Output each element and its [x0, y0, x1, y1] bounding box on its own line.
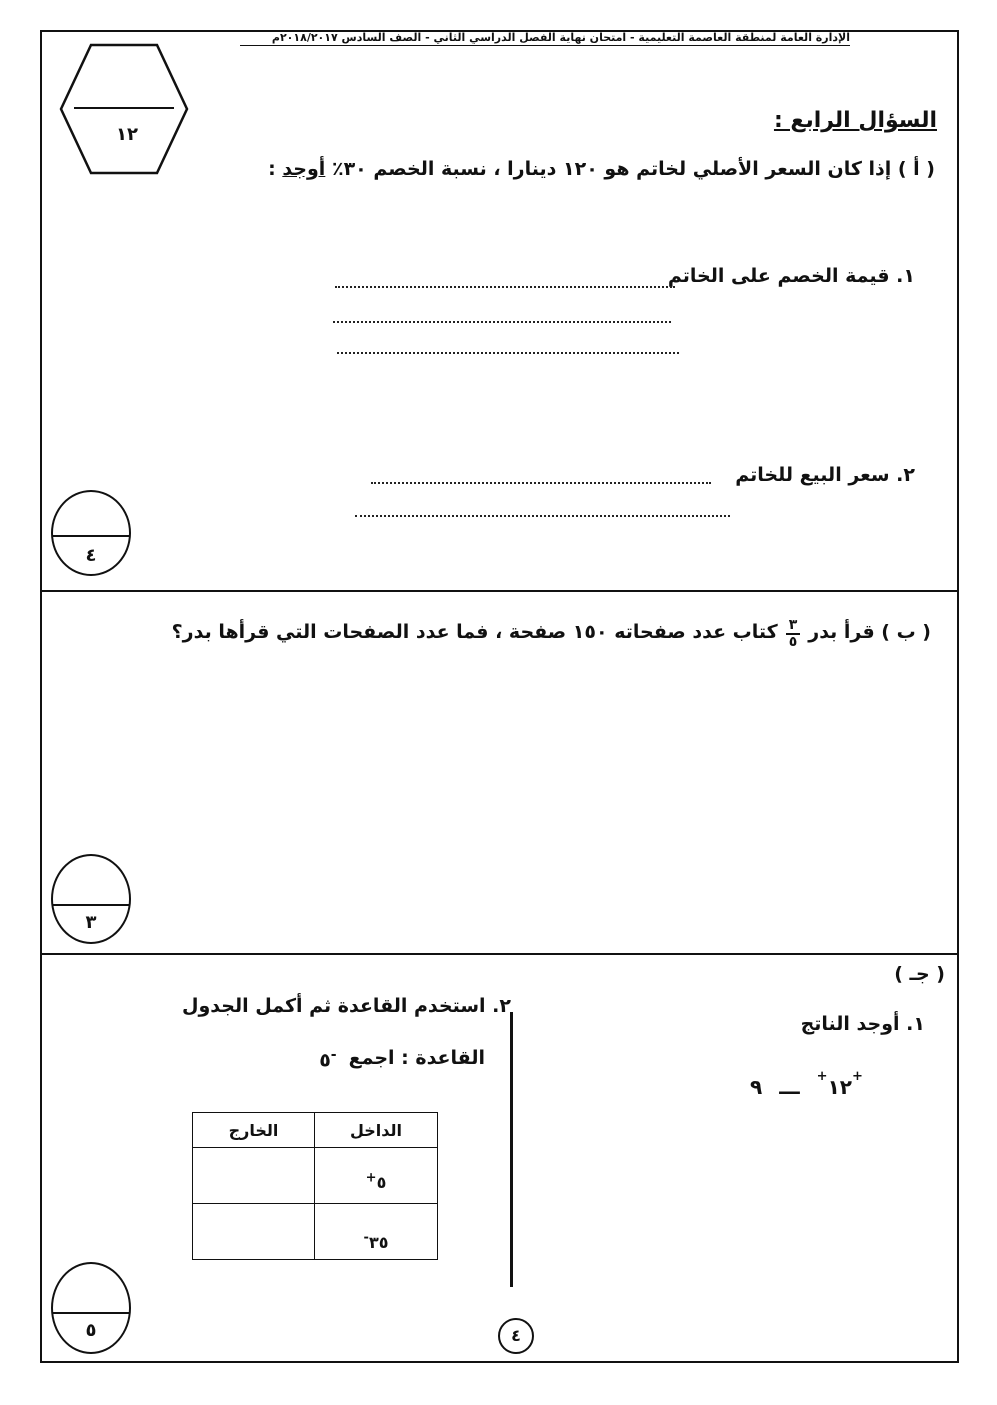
answer-line[interactable] — [333, 321, 671, 323]
part-c-label: ( جـ ) — [894, 963, 945, 985]
table-row — [193, 1148, 438, 1204]
answer-line[interactable] — [355, 515, 730, 517]
part-a-mark: ٤ — [85, 545, 97, 566]
table-header-output: الخارج — [193, 1113, 315, 1148]
score-divider — [52, 1312, 130, 1314]
rule-text: القاعدة : اجمع -٥ — [319, 1047, 485, 1072]
score-divider — [52, 904, 130, 906]
fraction: ٣ ٥ — [786, 618, 801, 650]
part-c-mark: ٥ — [85, 1320, 97, 1341]
table-cell-input: ٣٥- — [315, 1204, 438, 1260]
question-title: السؤال الرابع : — [773, 108, 937, 133]
table-cell-input: ٥+ — [315, 1148, 438, 1204]
section-divider-a-b — [40, 590, 959, 592]
answer-line[interactable] — [371, 482, 711, 484]
io-table — [192, 1112, 438, 1260]
section-divider-b-c — [40, 953, 959, 955]
part-c-item2: ٢. استخدم القاعدة ثم أكمل الجدول — [182, 995, 511, 1017]
part-a-prompt: ( أ ) إذا كان السعر الأصلي لخاتم هو ١٢٠ دينارا ، نسبة الخصم ٣٠٪ أوجد : — [268, 158, 935, 180]
table-cell-output[interactable] — [193, 1204, 315, 1260]
score-divider — [53, 535, 129, 537]
part-a-item1: ١. قيمة الخصم على الخاتم — [667, 265, 915, 287]
answer-line[interactable] — [335, 286, 675, 288]
exam-frame — [40, 30, 959, 1363]
table-header-row — [193, 1113, 438, 1148]
part-b-prompt: ( ب ) قرأ بدر ٣ ٥ كتاب عدد صفحاته ١٥٠ صفحة ، فما عدد الصفحات التي قرأها بدر؟ — [171, 617, 931, 650]
page-number: ٤ — [498, 1318, 534, 1354]
part-c-vertical-divider — [510, 1012, 513, 1287]
part-a-item2: ٢. سعر البيع للخاتم — [735, 464, 915, 486]
table-header-input: الداخل — [315, 1113, 438, 1148]
total-mark-hexagon — [58, 42, 190, 176]
total-mark-value: ١٢ — [116, 124, 138, 145]
part-c-item1: ١. أوجد الناتج — [800, 1013, 925, 1035]
exam-header: الإدارة العامة لمنطقة العاصمة التعليمية - امتحان نهاية الفصل الدراسي الثاني - الصف السادس ٢٠١٨/٢٠١٧م — [240, 31, 850, 46]
part-b-mark: ٣ — [85, 912, 97, 933]
answer-line[interactable] — [337, 352, 679, 354]
find-keyword: أوجد — [282, 158, 326, 180]
table-cell-output[interactable] — [193, 1148, 315, 1204]
table-row — [193, 1204, 438, 1260]
expression: ١٢+ ـــ ٩ + — [750, 1069, 863, 1099]
